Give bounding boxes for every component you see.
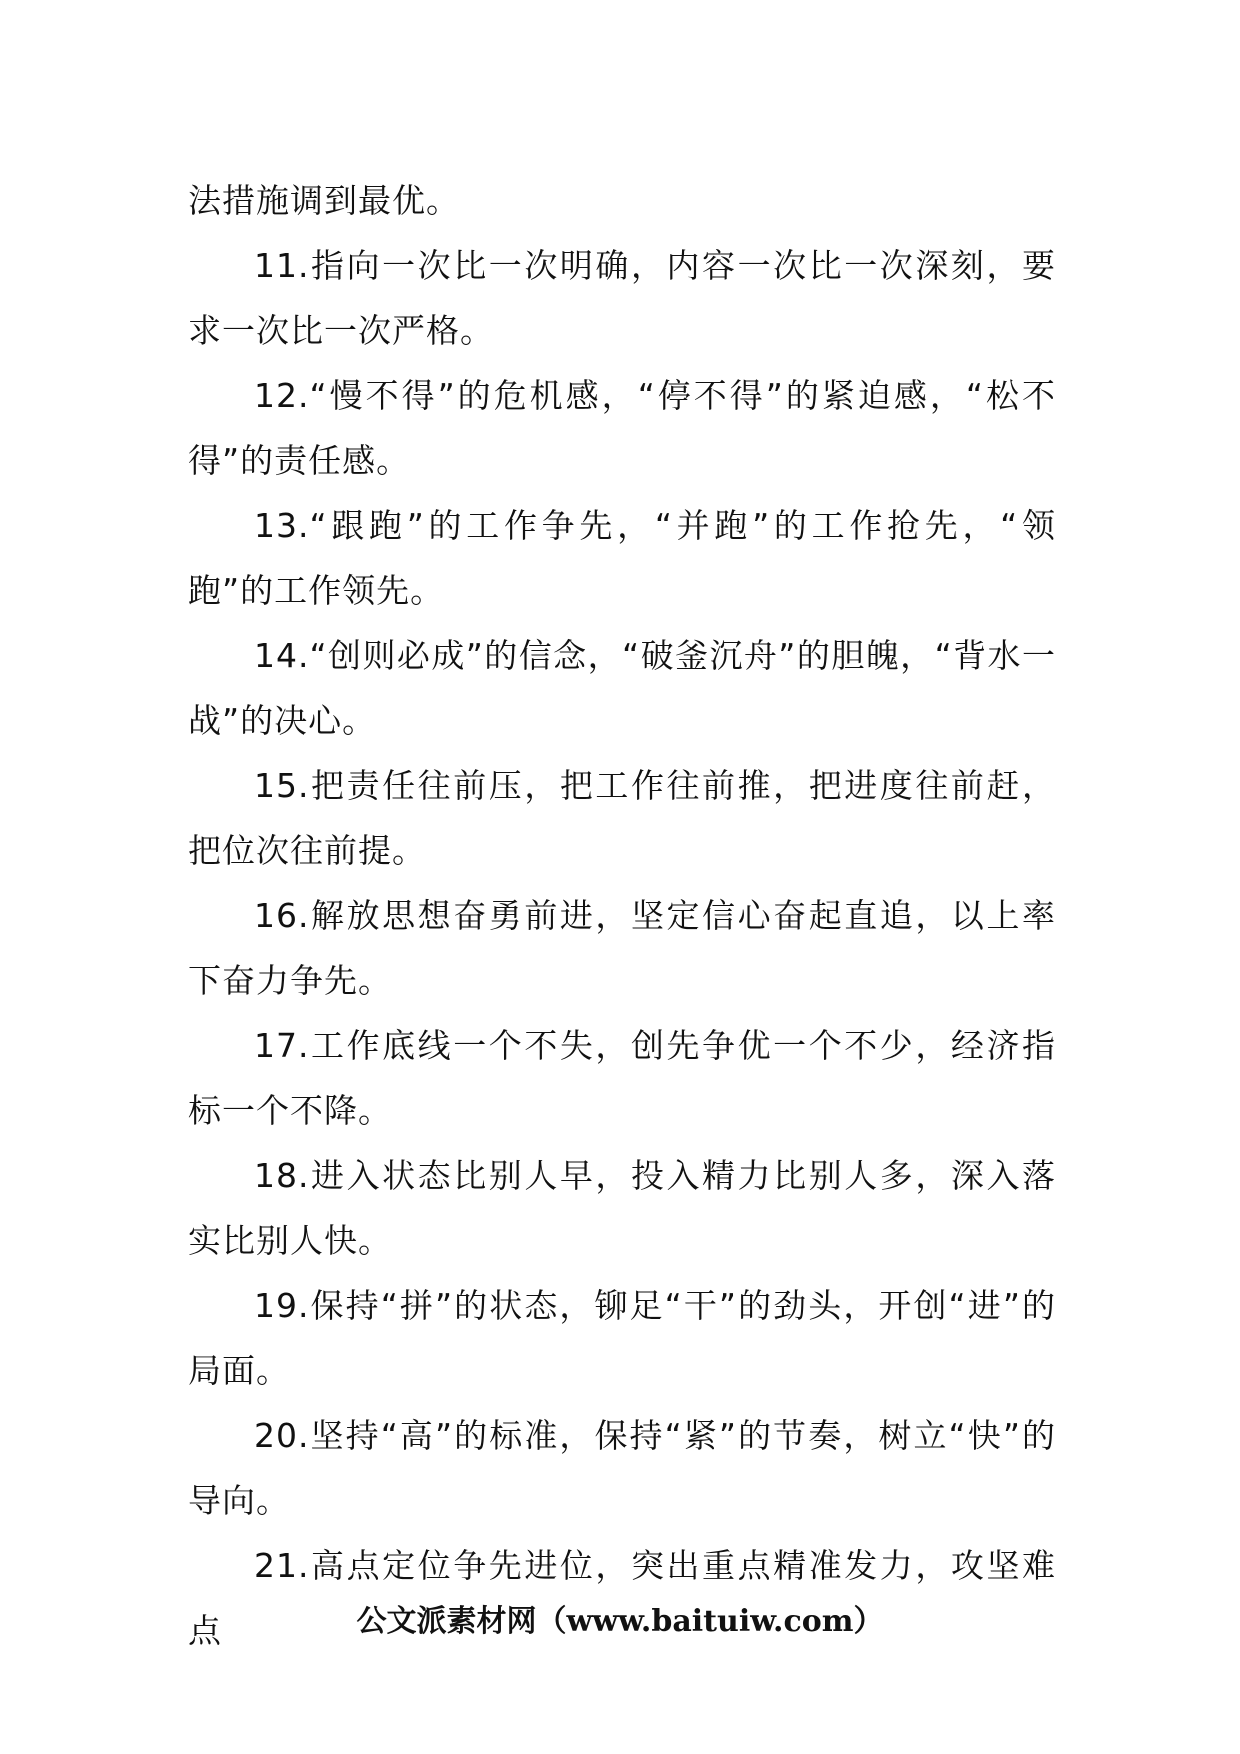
paragraph-item-20: 20.坚持“高”的标准，保持“紧”的节奏，树立“快”的导向。 [188,1416,1056,1520]
footer-source-line: 公文派素材网（www.baituiw.com） [356,1604,884,1639]
paragraph-item-13: 13.“跟跑”的工作争先，“并跑”的工作抢先，“领跑”的工作领先。 [188,506,1056,610]
paragraph-item-18: 18.进入状态比别人早，投入精力比别人多，深入落实比别人快。 [188,1156,1056,1260]
paragraph-item-19: 19.保持“拼”的状态，铆足“干”的劲头，开创“进”的局面。 [188,1286,1056,1390]
paragraph-continuation: 法措施调到最优。 [188,181,460,220]
paragraph-item-21: 21.高点定位争先进位，突出重点精准发力，攻坚难点 [188,1546,1056,1650]
paragraph-item-15: 15.把责任往前压，把工作往前推，把进度往前赶，把位次往前提。 [188,766,1056,870]
document-body [188,168,1056,1663]
paragraph-item-17: 17.工作底线一个不失，创先争优一个不少，经济指标一个不降。 [188,1026,1056,1130]
paragraph-item-14: 14.“创则必成”的信念，“破釜沉舟”的胆魄，“背水一战”的决心。 [188,636,1056,740]
paragraph-item-12: 12.“慢不得”的危机感，“停不得”的紧迫感，“松不得”的责任感。 [188,376,1056,480]
paragraph-item-16: 16.解放思想奋勇前进，坚定信心奋起直追，以上率下奋力争先。 [188,896,1056,1000]
paragraph-item-11: 11.指向一次比一次明确，内容一次比一次深刻，要求一次比一次严格。 [188,246,1056,350]
